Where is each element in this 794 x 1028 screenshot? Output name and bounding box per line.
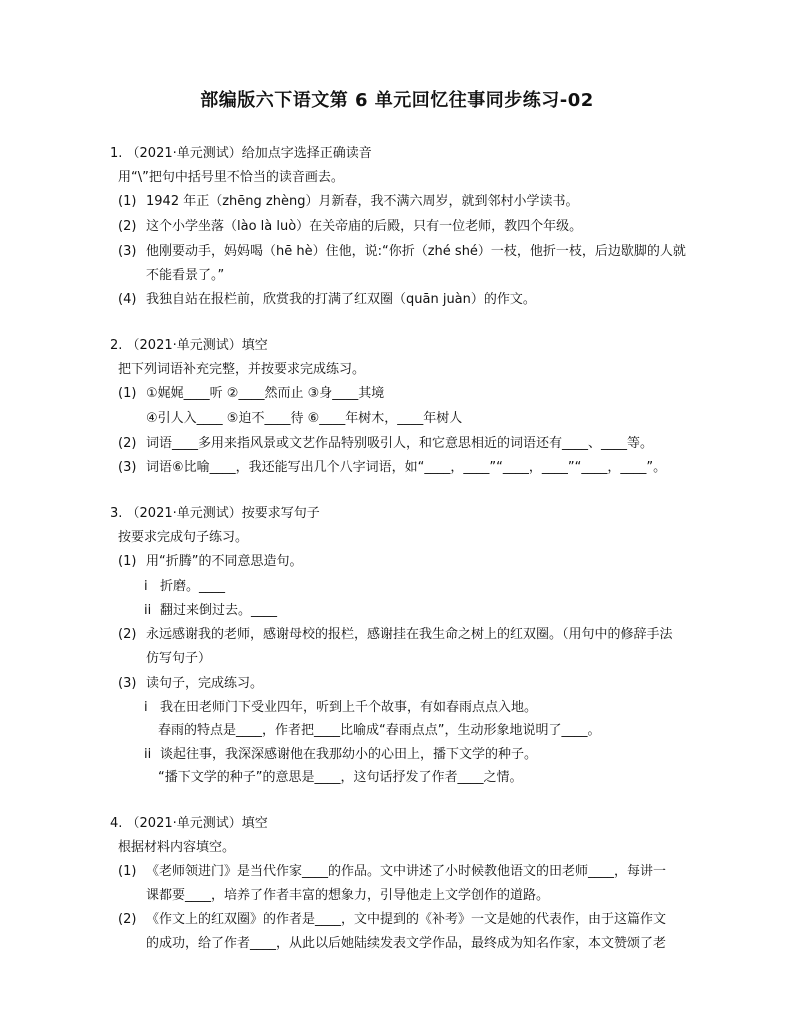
q3-item3-text: 读句子，完成练习。 xyxy=(146,676,264,691)
q3-item1-sub2-text: 翻过来倒过去。____ xyxy=(160,603,278,618)
q3-instruction: 按要求完成句子练习。 xyxy=(118,530,249,545)
q1-instruction: 用“\”把句中括号里不恰当的读音画去。 xyxy=(118,170,344,185)
q3-item1-sub2-numeral: ii xyxy=(144,603,152,618)
q3-item3-sub2-numeral: ii xyxy=(144,747,152,762)
q3-heading: 3. （2021·单元测试）按要求写句子 xyxy=(110,506,320,521)
q4-item2-text-line2: 的成功，给了作者____，从此以后她陆续发表文学作品，最终成为知名作家，本文赞颂了老 xyxy=(146,936,667,951)
q3-item3-sub1-numeral: i xyxy=(144,700,148,715)
q4-item2-text-line1: 《作文上的红双圈》的作者是____，文中提到的《补考》一文是她的代表作，由于这篇作文 xyxy=(146,912,667,927)
q3-item1-number: (1) xyxy=(118,554,137,569)
q4-item1-number: (1) xyxy=(118,864,137,879)
q2-item2-text: 词语____多用来指风景或文艺作品特别吸引人，和它意思相近的词语还有____、____等。 xyxy=(146,436,654,451)
page-title: 部编版六下语文第 6 单元回忆往事同步练习-02 xyxy=(200,90,594,111)
q1-item2-text: 这个小学坐落（lào là luò）在关帝庙的后殿，只有一位老师，教四个年级。 xyxy=(146,219,583,234)
q3-item1-sub1-numeral: i xyxy=(144,579,148,594)
q3-item2-number: (2) xyxy=(118,627,137,642)
q1-heading: 1. （2021·单元测试）给加点字选择正确读音 xyxy=(110,146,372,161)
q3-item1-text: 用“折腾”的不同意思造句。 xyxy=(146,554,303,569)
q4-item2-number: (2) xyxy=(118,912,137,927)
q4-instruction: 根据材料内容填空。 xyxy=(118,840,236,855)
q3-item2-text-line1: 永远感谢我的老师，感谢母校的报栏，感谢挂在我生命之树上的红双圈。（用句中的修辞手法 xyxy=(146,627,673,642)
q4-heading: 4. （2021·单元测试）填空 xyxy=(110,816,268,831)
q1-item1-number: (1) xyxy=(118,194,137,209)
q1-item4-number: (4) xyxy=(118,292,137,307)
q1-item3-number: (3) xyxy=(118,244,137,259)
q2-heading: 2. （2021·单元测试）填空 xyxy=(110,338,268,353)
q2-item2-number: (2) xyxy=(118,436,137,451)
q2-item1-number: (1) xyxy=(118,386,137,401)
q4-item1-text-line2: 课都要____，培养了作者丰富的想象力，引导他走上文学创作的道路。 xyxy=(146,888,550,903)
q3-item3-sub2-text-line2: “播下文学的种子”的意思是____，这句话抒发了作者____之情。 xyxy=(158,770,523,785)
q1-item3-text-line1: 他刚要动手，妈妈喝（hē hè）住他，说:“你折（zhé shé）一枝，他折一枝，后边歇脚的人就 xyxy=(146,244,686,259)
q3-item2-text-line2: 仿写句子） xyxy=(146,651,212,666)
q3-item3-number: (3) xyxy=(118,676,137,691)
q1-item1-text: 1942 年正（zhēng zhèng）月新春，我不满六周岁，就到邻村小学读书。 xyxy=(146,194,579,209)
q1-item2-number: (2) xyxy=(118,219,137,234)
q2-item3-number: (3) xyxy=(118,460,137,475)
q3-item3-sub1-text-line2: 春雨的特点是____，作者把____比喻成“春雨点点”，生动形象地说明了____。 xyxy=(158,723,601,738)
q3-item1-sub1-text: 折磨。____ xyxy=(160,579,226,594)
q2-instruction: 把下列词语补充完整，并按要求完成练习。 xyxy=(118,362,366,377)
q2-item1-text-line2: ④引人入____ ⑤迫不____待 ⑥____年树木，____年树人 xyxy=(146,411,463,426)
q3-item3-sub1-text-line1: 我在田老师门下受业四年，听到上千个故事，有如春雨点点入地。 xyxy=(160,700,538,715)
q2-item3-text: 词语⑥比喻____，我还能写出几个八字词语，如“____，____”“____，____”“____，____”。 xyxy=(146,460,667,475)
q1-item4-text: 我独自站在报栏前，欣赏我的打满了红双圈（quān juàn）的作文。 xyxy=(146,292,536,307)
q1-item3-text-line2: 不能看景了。” xyxy=(146,268,225,283)
q3-item3-sub2-text-line1: 谈起往事，我深深感谢他在我那幼小的心田上，播下文学的种子。 xyxy=(160,747,538,762)
q4-item1-text-line1: 《老师领进门》是当代作家____的作品。文中讲述了小时候教他语文的田老师____，每讲一 xyxy=(146,864,667,879)
q2-item1-text-line1: ①娓娓____听 ②____然而止 ③身____其境 xyxy=(146,386,385,401)
